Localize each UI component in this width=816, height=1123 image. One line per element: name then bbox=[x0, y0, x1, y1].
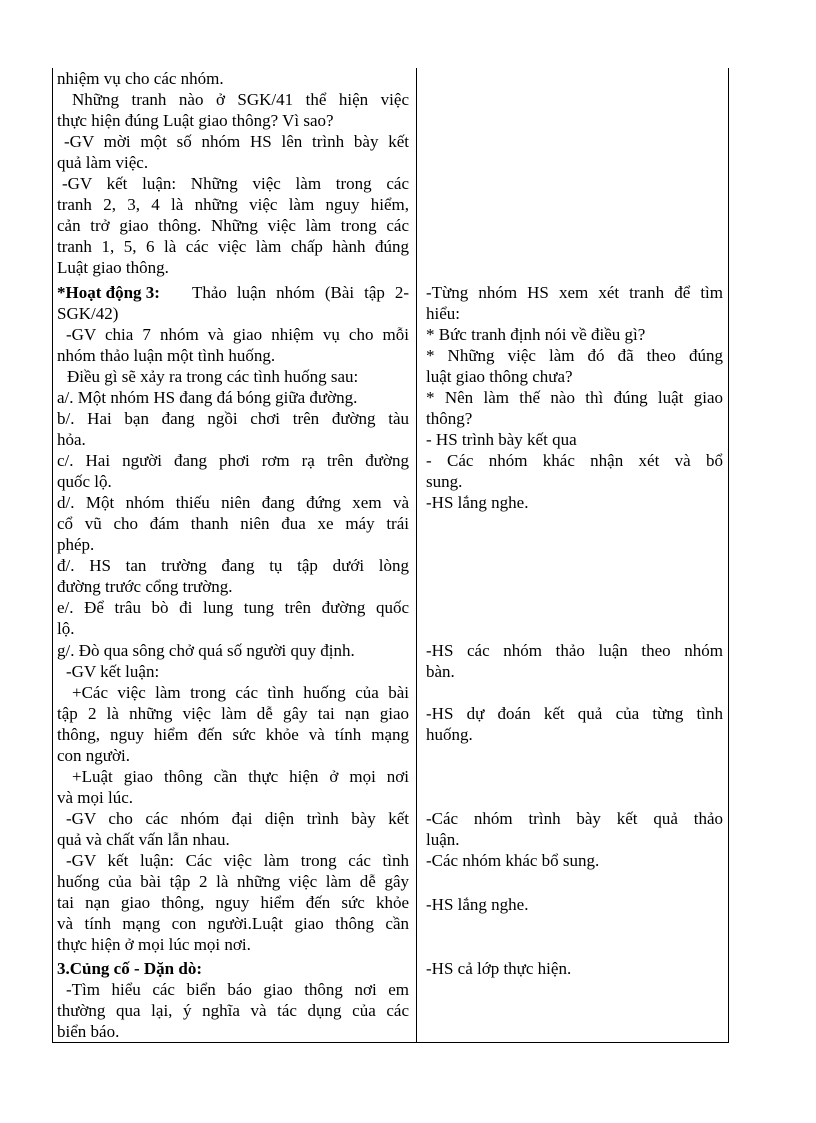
teacher-line: g/. Đò qua sông chở quá số người quy định. bbox=[57, 641, 355, 660]
teacher-line: b/. Hai bạn đang ngồi chơi trên đường tàu bbox=[57, 409, 409, 428]
teacher-line: -GV mời một số nhóm HS lên trình bày kết bbox=[64, 132, 409, 151]
teacher-line: cổ vũ cho đám thanh niên đua xe máy trái bbox=[57, 514, 409, 533]
teacher-line: -GV kết luận: Những việc làm trong các bbox=[62, 174, 409, 193]
teacher-line: e/. Để trâu bò đi lung tung trên đường quốc bbox=[57, 598, 409, 617]
student-line: * Nên làm thế nào thì đúng luật giao bbox=[426, 388, 723, 407]
teacher-line: con người. bbox=[57, 746, 130, 765]
teacher-line: huống của bài tập 2 là những việc làm dễ gây bbox=[57, 872, 409, 891]
teacher-line: +Luật giao thông cần thực hiện ở mọi nơi bbox=[72, 767, 409, 786]
teacher-line: nhóm thảo luận một tình huống. bbox=[57, 346, 276, 365]
student-line: thông? bbox=[426, 409, 473, 428]
student-line: -Các nhóm trình bày kết quả thảo bbox=[426, 809, 723, 828]
teacher-line: Thảo luận nhóm (Bài tập 2- bbox=[192, 283, 409, 302]
teacher-line: tranh 2, 3, 4 là những việc làm nguy hiểm, bbox=[57, 195, 409, 214]
teacher-line: biển báo. bbox=[57, 1022, 120, 1041]
student-line: -HS dự đoán kết quả của từng tình bbox=[426, 704, 723, 723]
student-line: -Từng nhóm HS xem xét tranh để tìm bbox=[426, 283, 723, 302]
teacher-line: quả và chất vấn lẫn nhau. bbox=[57, 830, 230, 849]
student-line: * Những việc làm đó đã theo đúng bbox=[426, 346, 723, 365]
teacher-line: Luật giao thông. bbox=[57, 258, 169, 277]
teacher-line: thực hiện đúng Luật giao thông? Vì sao? bbox=[57, 111, 334, 130]
activity-3-heading: *Hoạt động 3: bbox=[57, 283, 160, 302]
teacher-line: c/. Hai người đang phơi rơm rạ trên đường bbox=[57, 451, 409, 470]
student-line: -Các nhóm khác bổ sung. bbox=[426, 851, 600, 870]
teacher-line: và tính mạng con người.Luật giao thông cần bbox=[57, 914, 409, 933]
student-line: luận. bbox=[426, 830, 460, 849]
student-line: - HS trình bày kết qua bbox=[426, 430, 577, 449]
student-line: -HS lắng nghe. bbox=[426, 493, 529, 512]
teacher-line: a/. Một nhóm HS đang đá bóng giữa đường. bbox=[57, 388, 358, 407]
teacher-line: +Các việc làm trong các tình huống của bài bbox=[72, 683, 409, 702]
teacher-line: thực hiện ở mọi lúc mọi nơi. bbox=[57, 935, 251, 954]
teacher-line: quốc lộ. bbox=[57, 472, 112, 491]
teacher-line: cản trở giao thông. Những việc làm trong các bbox=[57, 216, 409, 235]
teacher-line: SGK/42) bbox=[57, 304, 119, 323]
student-line: -HS cả lớp thực hiện. bbox=[426, 959, 572, 978]
student-line: hiểu: bbox=[426, 304, 460, 323]
teacher-line: -GV chia 7 nhóm và giao nhiệm vụ cho mỗi bbox=[66, 325, 409, 344]
teacher-line: Những tranh nào ở SGK/41 thể hiện việc bbox=[72, 90, 409, 109]
teacher-line: tai nạn giao thông, nguy hiểm đến sức khỏe bbox=[57, 893, 409, 912]
consolidation-heading: 3.Củng cố - Dặn dò: bbox=[57, 959, 202, 978]
student-line: -HS lắng nghe. bbox=[426, 895, 529, 914]
teacher-line: thông, nguy hiểm đến sức khỏe và tính mạng bbox=[57, 725, 409, 744]
student-line: sung. bbox=[426, 472, 463, 491]
teacher-line: -Tìm hiểu các biển báo giao thông nơi em bbox=[66, 980, 409, 999]
teacher-line: -GV kết luận: Các việc làm trong các tình bbox=[66, 851, 409, 870]
student-line: luật giao thông chưa? bbox=[426, 367, 573, 386]
teacher-line: Điều gì sẽ xảy ra trong các tình huống sau: bbox=[67, 367, 359, 386]
student-line: * Bức tranh định nói về điều gì? bbox=[426, 325, 646, 344]
teacher-line: nhiệm vụ cho các nhóm. bbox=[57, 69, 224, 88]
teacher-line: đường trước cổng trường. bbox=[57, 577, 233, 596]
teacher-line: -GV cho các nhóm đại diện trình bày kết bbox=[66, 809, 409, 828]
teacher-line: đ/. HS tan trường đang tụ tập dưới lòng bbox=[57, 556, 409, 575]
teacher-line: và mọi lúc. bbox=[57, 788, 134, 807]
teacher-line: thường qua lại, ý nghĩa và tác dụng của các bbox=[57, 1001, 409, 1020]
column-divider bbox=[416, 68, 417, 1043]
teacher-line: phép. bbox=[57, 535, 95, 554]
teacher-line: tranh 1, 5, 6 là các việc làm chấp hành đúng bbox=[57, 237, 409, 256]
teacher-line: -GV kết luận: bbox=[66, 662, 160, 681]
teacher-line: hỏa. bbox=[57, 430, 86, 449]
teacher-line: d/. Một nhóm thiếu niên đang đứng xem và bbox=[57, 493, 409, 512]
student-line: huống. bbox=[426, 725, 473, 744]
teacher-line: tập 2 là những việc làm dễ gây tai nạn giao bbox=[57, 704, 409, 723]
student-line: - Các nhóm khác nhận xét và bổ bbox=[426, 451, 723, 470]
teacher-line: lộ. bbox=[57, 619, 75, 638]
student-line: bàn. bbox=[426, 662, 455, 681]
student-line: -HS các nhóm thảo luận theo nhóm bbox=[426, 641, 723, 660]
teacher-line: quả làm việc. bbox=[57, 153, 149, 172]
